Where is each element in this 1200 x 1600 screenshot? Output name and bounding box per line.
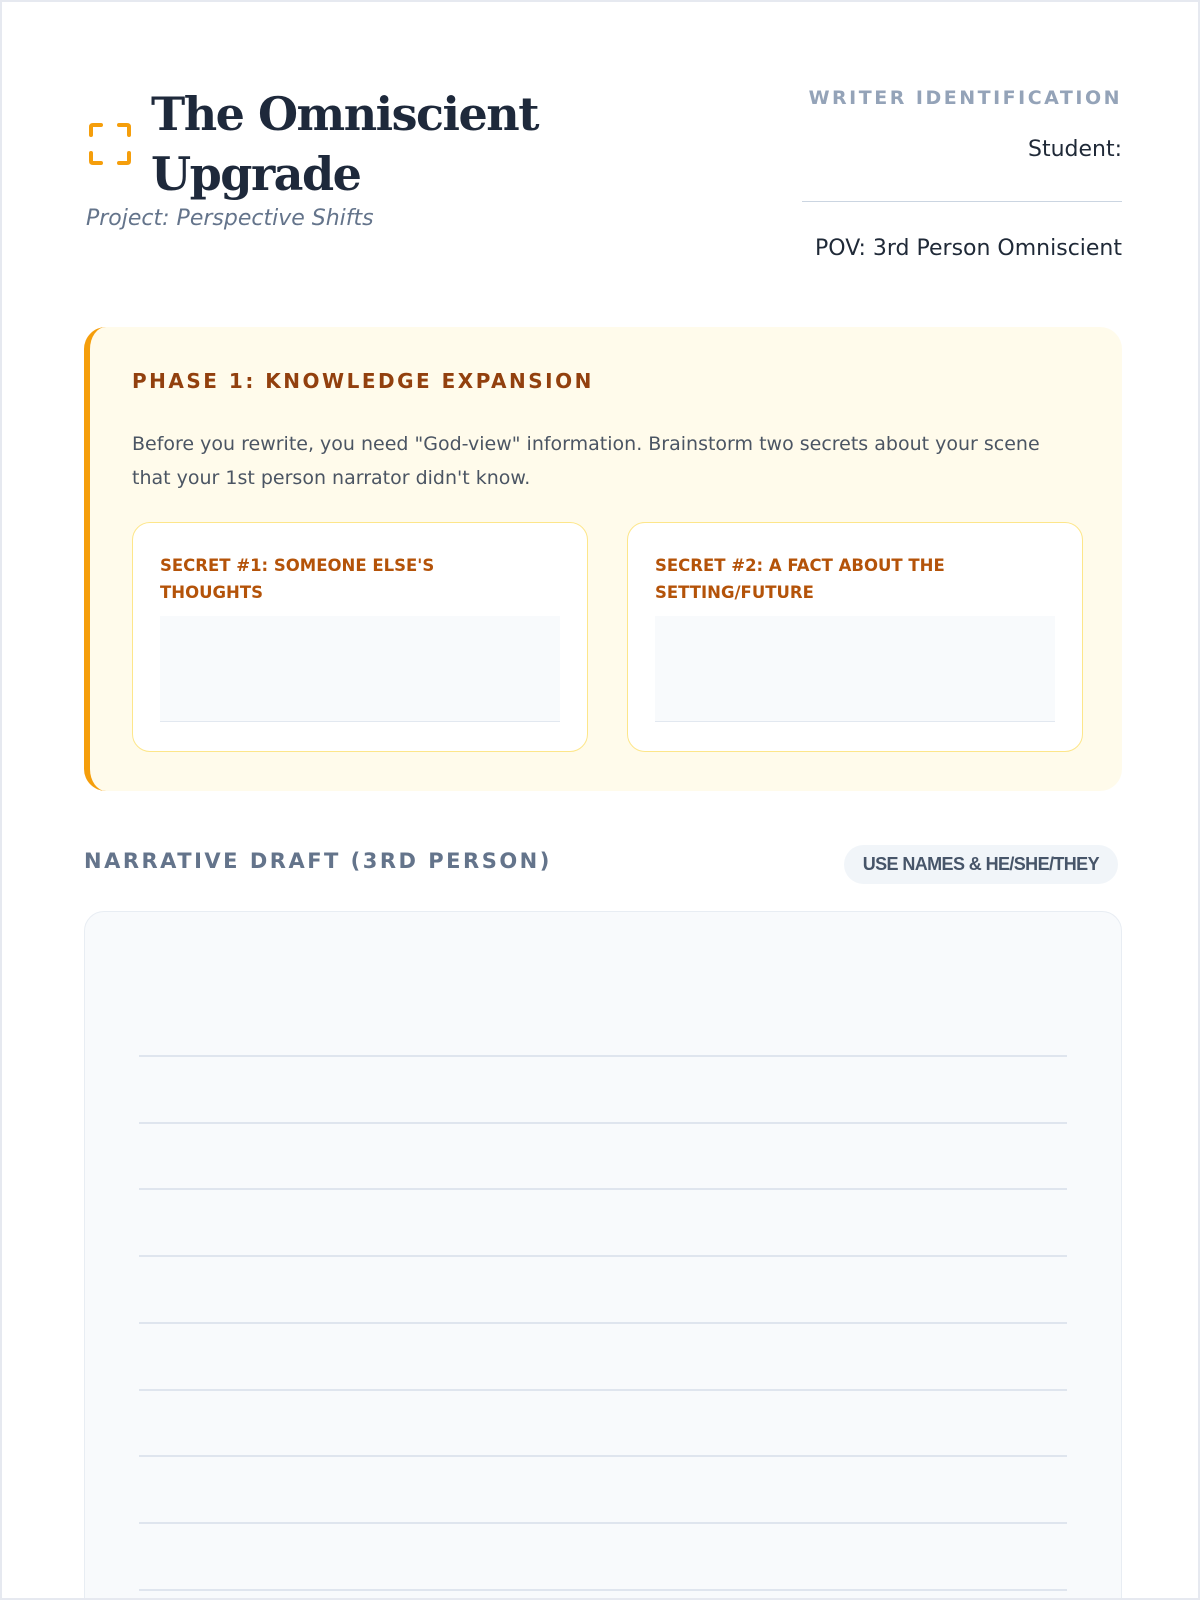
writing-line xyxy=(139,1122,1067,1124)
writing-line xyxy=(139,1255,1067,1257)
writing-line xyxy=(139,1055,1067,1057)
worksheet-header xyxy=(84,84,1122,274)
focus-brackets-icon xyxy=(88,122,132,166)
pov-label: POV: 3rd Person Omniscient xyxy=(815,236,1122,261)
secret-2-label: SECRET #2: A FACT ABOUT THE SETTING/FUTURE xyxy=(655,556,945,602)
project-subtitle: Project: Perspective Shifts xyxy=(86,206,374,231)
writing-line xyxy=(139,1522,1067,1524)
secret-card-1 xyxy=(132,522,588,752)
page-title: The Omniscient Upgrade xyxy=(151,87,538,201)
writing-line xyxy=(139,1455,1067,1457)
phase1-title: PHASE 1: KNOWLEDGE EXPANSION xyxy=(132,369,594,393)
draft-hint-badge: USE NAMES & HE/SHE/THEY xyxy=(844,845,1118,884)
writing-line xyxy=(139,1322,1067,1324)
phase1-description: Before you rewrite, you need "God-view" information. Brainstorm two secrets about your scene that your 1st person narrator didn't know. xyxy=(132,433,1040,489)
secret-1-label: SECRET #1: SOMEONE ELSE'S THOUGHTS xyxy=(160,556,435,602)
writing-line xyxy=(139,1389,1067,1391)
writer-identification-heading: WRITER IDENTIFICATION xyxy=(808,87,1122,109)
phase1-panel xyxy=(84,327,1122,791)
secret-2-field[interactable] xyxy=(655,616,1055,722)
writing-line xyxy=(139,1589,1067,1591)
secret-1-field[interactable] xyxy=(160,616,560,722)
student-label: Student: xyxy=(1027,137,1122,162)
secret-card-2 xyxy=(627,522,1083,752)
narrative-draft-area[interactable] xyxy=(84,911,1122,1600)
student-name-field[interactable] xyxy=(802,201,1122,202)
writing-line xyxy=(139,1188,1067,1190)
draft-heading: NARRATIVE DRAFT (3RD PERSON) xyxy=(84,849,552,873)
